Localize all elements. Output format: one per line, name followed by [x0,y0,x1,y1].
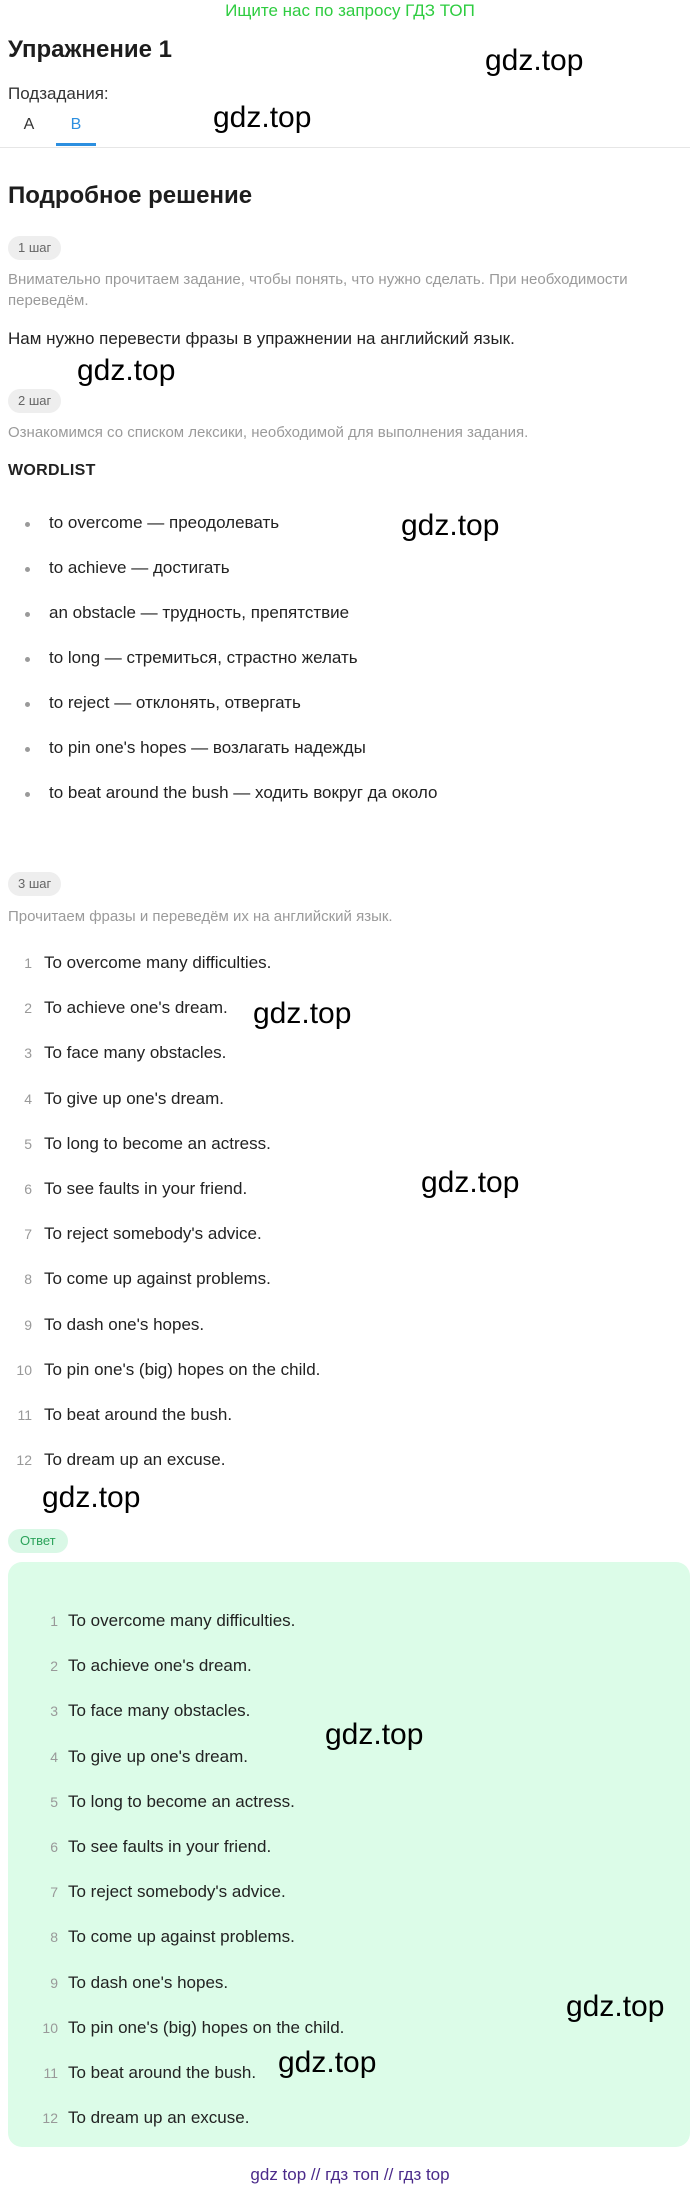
wordlist-heading: WORDLIST [8,462,96,479]
list-item [8,1878,690,1923]
list-item [0,1265,690,1310]
item-number: 6 [24,1180,32,1197]
list-item [0,1401,690,1446]
item-text: To dash one's hopes. [68,1972,229,1992]
list-item [8,1788,690,1833]
list-item [0,1175,690,1220]
subtasks-label: Подзадания: [8,84,109,103]
item-text: To pin one's (big) hopes on the child. [44,1359,321,1379]
watermark: gdz.top [77,354,176,387]
item-text: To beat around the bush. [44,1404,233,1424]
list-item [0,1356,690,1401]
step-2-instruction: Ознакомимся со списком лексики, необходимой для выполнения задания. [8,424,529,441]
item-text: To overcome many difficulties. [44,953,272,972]
tab-a[interactable]: A [23,116,35,133]
watermark: gdz.top [253,997,352,1030]
item-text: To give up one's dream. [44,1088,224,1108]
item-text: To long to become an actress. [68,1791,295,1811]
step-1-instruction: Внимательно прочитаем задание, чтобы понять, что нужно сделать. При необходимости переведём. [8,271,628,309]
item-text: To face many obstacles. [44,1043,227,1063]
item-text: To pin one's (big) hopes on the child. [68,2017,345,2037]
item-number: 8 [50,1929,58,1946]
item-number: 9 [24,1316,32,1333]
wordlist-item: to pin one's hopes — возлагать надежды [0,734,690,779]
item-number: 1 [50,1613,58,1629]
item-text: To achieve one's dream. [44,998,228,1018]
watermark: gdz.top [566,1990,665,2023]
item-number: 2 [50,1658,58,1675]
step-2-badge: 2 шаг [8,389,61,413]
tab-b[interactable]: B [56,110,96,146]
wordlist-item: to achieve — достигать [0,554,690,599]
watermark: gdz.top [278,2046,377,2079]
wordlist-item: to reject — отклонять, отвергать [0,689,690,734]
subtask-tabs [0,110,690,148]
list-item [0,1085,690,1130]
item-text: To give up one's dream. [68,1746,248,1766]
item-text: To face many obstacles. [68,1701,251,1721]
item-number: 10 [16,1361,32,1378]
list-item [0,1130,690,1175]
list-item [8,1652,690,1697]
item-number: 8 [24,1271,32,1288]
wordlist-item: to beat around the bush — ходить вокруг да около [0,779,690,824]
item-text: To long to become an actress. [44,1133,271,1153]
item-number: 7 [24,1226,32,1243]
watermark: gdz.top [401,509,500,542]
item-text: To come up against problems. [44,1269,271,1289]
step-3-badge: 3 шаг [8,872,61,896]
item-number: 12 [16,1452,32,1469]
item-text: To come up against problems. [68,1927,295,1947]
item-number: 5 [50,1793,58,1810]
section-title: Подробное решение [8,182,253,209]
item-number: 10 [42,2019,58,2036]
list-item [8,1833,690,1878]
item-number: 2 [24,1000,32,1017]
step-1-text: Нам нужно перевести фразы в упражнении на английский язык. [8,329,515,348]
item-text: To beat around the bush. [68,2062,257,2082]
item-number: 11 [43,2064,58,2081]
item-number: 3 [24,1045,32,1062]
item-number: 11 [17,1406,32,1423]
wordlist-item: to long — стремиться, страстно желать [0,644,690,689]
item-number: 4 [50,1748,58,1765]
list-item [0,1220,690,1265]
answer-badge: Ответ [8,1529,68,1553]
list-item [8,2104,690,2149]
item-number: 5 [24,1135,32,1152]
item-number: 12 [42,2110,58,2127]
list-item [0,1039,690,1084]
wordlist-item: to overcome — преодолевать [0,509,690,554]
step-3-instruction: Прочитаем фразы и переведём их на английский язык. [8,908,393,925]
wordlist-item: an obstacle — трудность, препятствие [0,599,690,644]
item-text: To see faults in your friend. [44,1178,248,1198]
item-text: To dash one's hopes. [44,1314,205,1334]
wordlist [0,509,690,824]
item-text: To see faults in your friend. [68,1836,272,1856]
list-item [0,1311,690,1356]
item-text: To dream up an excuse. [44,1450,226,1470]
list-item [8,1607,690,1652]
item-text: To reject somebody's advice. [68,1882,286,1902]
item-number: 4 [24,1090,32,1107]
watermark: gdz.top [213,101,312,134]
item-number: 6 [50,1838,58,1855]
item-number: 7 [50,1884,58,1901]
watermark: gdz.top [421,1166,520,1199]
item-number: 3 [50,1703,58,1720]
list-item [0,949,690,994]
step-1-badge: 1 шаг [8,236,61,260]
watermark: gdz.top [485,44,584,77]
list-item [8,1923,690,1968]
item-number: 1 [24,955,32,971]
item-text: To reject somebody's advice. [44,1224,262,1244]
search-promo-banner: Ищите нас по запросу ГДЗ ТОП [225,1,475,20]
item-text: To dream up an excuse. [68,2108,250,2128]
watermark: gdz.top [42,1481,141,1514]
item-text: To overcome many difficulties. [68,1611,296,1630]
item-number: 9 [50,1974,58,1991]
footer-links[interactable]: gdz top // гдз топ // гдз top [250,2165,450,2184]
exercise-title: Упражнение 1 [8,36,172,63]
watermark: gdz.top [325,1718,424,1751]
item-text: To achieve one's dream. [68,1656,252,1676]
